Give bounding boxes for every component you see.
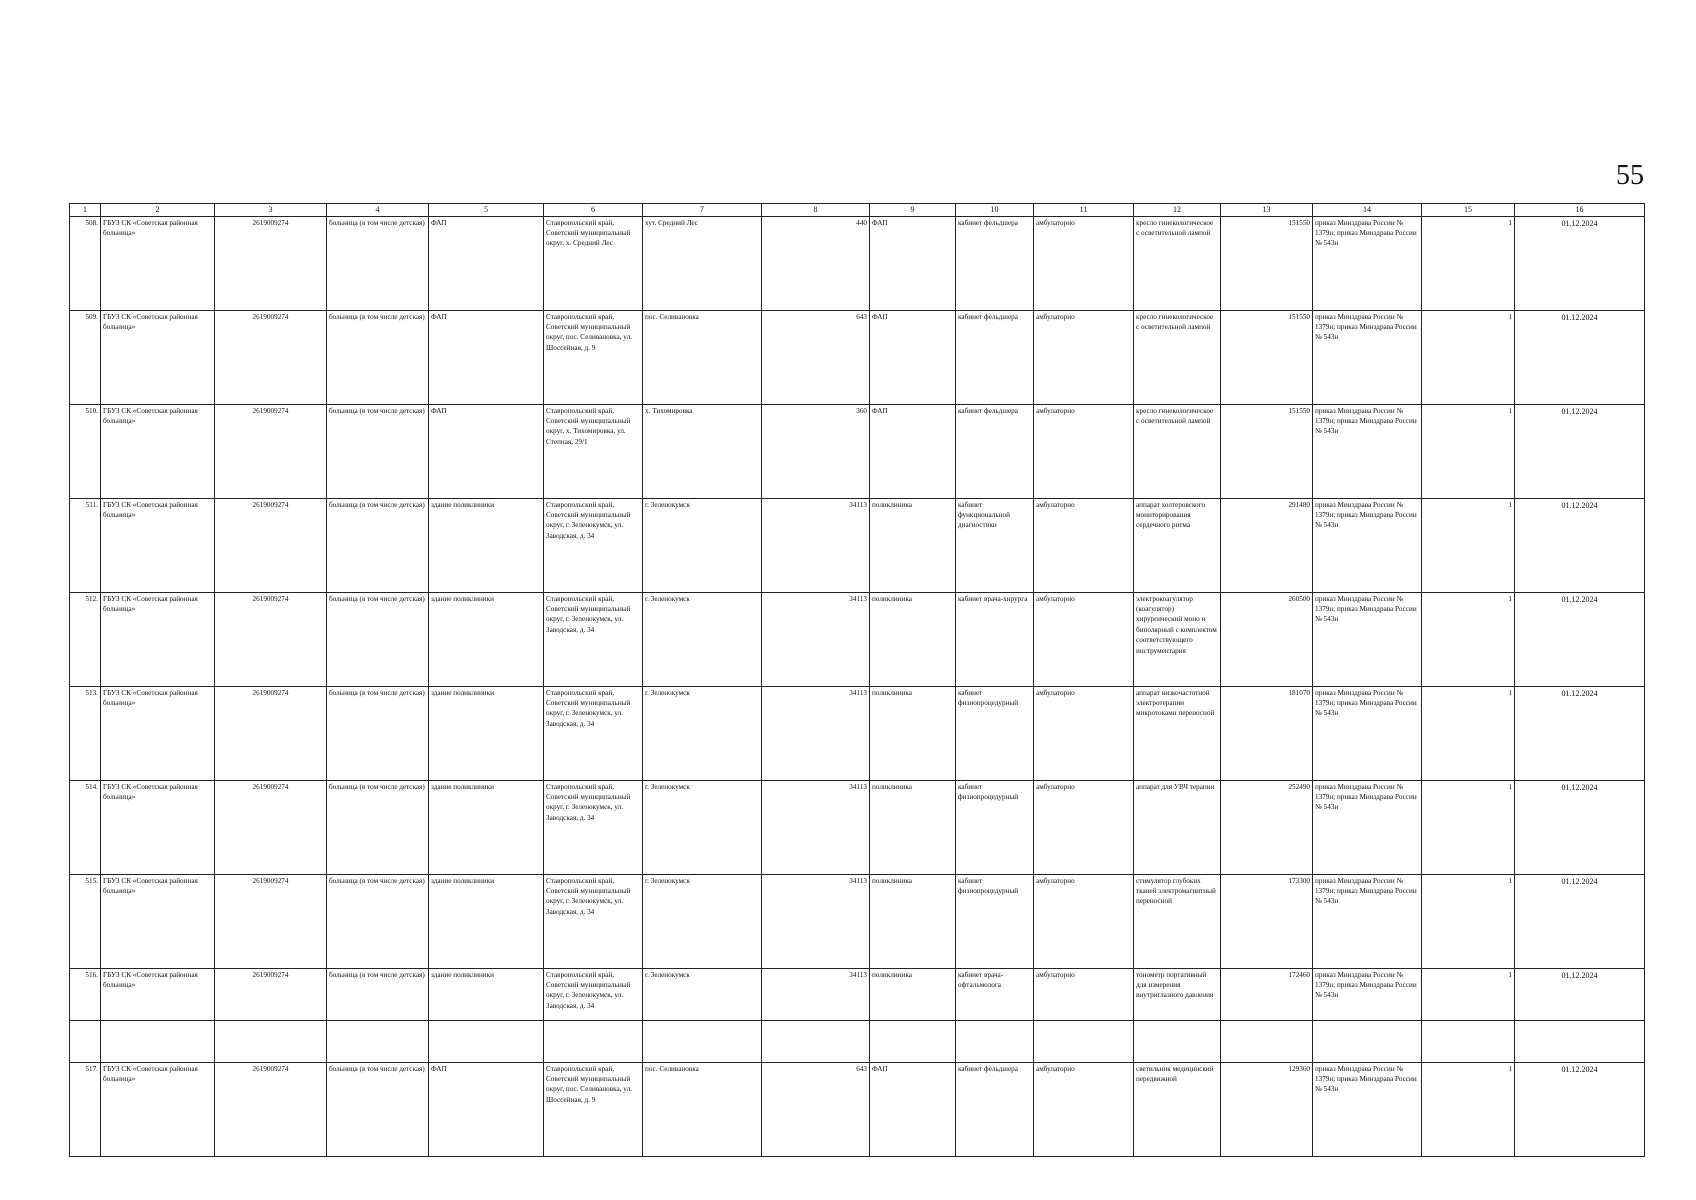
cell-room: кабинет физиопроцедурный (956, 874, 1034, 968)
cell-inn: 2619009274 (215, 310, 327, 404)
cell-quantity: 1 (1422, 310, 1515, 404)
cell-population: 34113 (762, 592, 870, 686)
cell-date: 01.12.2024 (1515, 874, 1645, 968)
cell-care-form: амбулаторно (1034, 1062, 1134, 1156)
table-row (70, 216, 1645, 310)
table-row (70, 686, 1645, 780)
cell-institution: ГБУЗ СК «Советская районная больница» (101, 874, 215, 968)
table-row (70, 780, 1645, 874)
cell-institution: ГБУЗ СК «Советская районная больница» (101, 498, 215, 592)
cell-price: 173300 (1221, 874, 1313, 968)
cell-date: 01.12.2024 (1515, 216, 1645, 310)
cell-order-basis: приказ Минздрава России № 1379н; приказ Минздрава России № 543н (1313, 874, 1422, 968)
cell-date: 01.12.2024 (1515, 404, 1645, 498)
cell-room: кабинет врача-хирурга (956, 592, 1034, 686)
cell-population: 360 (762, 404, 870, 498)
cell-row-number: 515. (70, 874, 101, 968)
cell-row-number: 511. (70, 498, 101, 592)
cell-order-basis: приказ Минздрава России № 1379н; приказ Минздрава России № 543н (1313, 310, 1422, 404)
table-row (70, 498, 1645, 592)
equipment-table (69, 203, 1645, 1157)
cell-date: 01.12.2024 (1515, 968, 1645, 1062)
cell-equipment: кресло гинекологическое с осветительной лампой (1134, 404, 1221, 498)
cell-population: 34113 (762, 498, 870, 592)
cell-equipment: аппарат низкочастотной электротерапии микротоками переносной (1134, 686, 1221, 780)
cell-unit: поликлиника (870, 686, 956, 780)
cell-equipment: кресло гинекологическое с осветительной лампой (1134, 216, 1221, 310)
cell-care-form: амбулаторно (1034, 310, 1134, 404)
cell-quantity: 1 (1422, 1062, 1515, 1156)
cell-unit: поликлиника (870, 780, 956, 874)
cell-population: 643 (762, 1062, 870, 1156)
cell-quantity: 1 (1422, 592, 1515, 686)
cell-order-basis: приказ Минздрава России № 1379н; приказ Минздрава России № 543н (1313, 780, 1422, 874)
table-row (70, 404, 1645, 498)
table-row (70, 592, 1645, 686)
cell-population: 34113 (762, 874, 870, 968)
cell-inn: 2619009274 (215, 780, 327, 874)
cell-equipment: стимулятор глубоких тканей электромагнитный переносной (1134, 874, 1221, 968)
cell-equipment: аппарат холтеровского мониторирования сердечного ритма (1134, 498, 1221, 592)
cell-population: 643 (762, 310, 870, 404)
cell-care-form: амбулаторно (1034, 216, 1134, 310)
cell-quantity: 1 (1422, 780, 1515, 874)
cell-unit: поликлиника (870, 498, 956, 592)
cell-order-basis: приказ Минздрава России № 1379н; приказ Минздрава России № 543н (1313, 592, 1422, 686)
column-number: 15 (1422, 204, 1515, 217)
cell-price: 291480 (1221, 498, 1313, 592)
cell-address: Ставропольский край, Советский муниципальный округ, пос. Селивановка, ул. Шоссейная, д. 9 (544, 1062, 643, 1156)
cell-room: кабинет физиопроцедурный (956, 780, 1034, 874)
column-number: 2 (101, 204, 215, 217)
cell-unit: ФАП (870, 1062, 956, 1156)
cell-address: Ставропольский край, Советский муниципальный округ, г. Зеленокумск, ул. Заводская, д. 34 (544, 592, 643, 686)
cell-population: 440 (762, 216, 870, 310)
cell-building: ФАП (429, 1062, 544, 1156)
cell-room: кабинет функциональной диагностики (956, 498, 1034, 592)
table-row (70, 1062, 1645, 1156)
cell-inn: 2619009274 (215, 592, 327, 686)
cell-date: 01.12.2024 (1515, 1062, 1645, 1156)
column-number-row (70, 204, 1645, 217)
cell-price: 252490 (1221, 780, 1313, 874)
cell-address: Ставропольский край, Советский муниципальный округ, г. Зеленокумск, ул. Заводская, д. 34 (544, 498, 643, 592)
cell-unit: поликлиника (870, 874, 956, 968)
cell-equipment: кресло гинекологическое с осветительной лампой (1134, 310, 1221, 404)
column-number: 16 (1515, 204, 1645, 217)
cell-institution-type: больница (в том числе детская) (327, 216, 429, 310)
cell-institution-type: больница (в том числе детская) (327, 780, 429, 874)
cell-date: 01.12.2024 (1515, 310, 1645, 404)
column-number: 14 (1313, 204, 1422, 217)
cell-settlement: хут. Средний Лес (643, 216, 762, 310)
cell-settlement: г. Зеленокумск (643, 592, 762, 686)
table-body (70, 216, 1645, 1156)
column-number: 4 (327, 204, 429, 217)
cell-settlement: г. Зеленокумск (643, 780, 762, 874)
cell-inn: 2619009274 (215, 498, 327, 592)
cell-care-form: амбулаторно (1034, 592, 1134, 686)
cell-settlement: пос. Селивановка (643, 1062, 762, 1156)
cell-institution: ГБУЗ СК «Советская районная больница» (101, 780, 215, 874)
cell-institution: ГБУЗ СК «Советская районная больница» (101, 592, 215, 686)
cell-price: 172460 (1221, 968, 1313, 1062)
cell-care-form: амбулаторно (1034, 686, 1134, 780)
cell-settlement: г. Зеленокумск (643, 498, 762, 592)
cell-row-number: 516. (70, 968, 101, 1062)
cell-price: 151550 (1221, 310, 1313, 404)
cell-row-number: 508. (70, 216, 101, 310)
cell-unit: поликлиника (870, 968, 956, 1062)
cell-equipment: электрокоагулятор (коагулятор) хирургический моно и биполярный с комплектом соответствующего инструментария (1134, 592, 1221, 686)
cell-building: ФАП (429, 310, 544, 404)
cell-order-basis: приказ Минздрава России № 1379н; приказ Минздрава России № 543н (1313, 1062, 1422, 1156)
cell-population: 34113 (762, 968, 870, 1062)
cell-population: 34113 (762, 780, 870, 874)
cell-settlement: г. Зеленокумск (643, 874, 762, 968)
cell-address: Ставропольский край, Советский муниципальный округ, г. Зеленокумск, ул. Заводская, д. 34 (544, 874, 643, 968)
column-number: 11 (1034, 204, 1134, 217)
cell-care-form: амбулаторно (1034, 968, 1134, 1062)
cell-row-number: 512. (70, 592, 101, 686)
cell-care-form: амбулаторно (1034, 780, 1134, 874)
cell-address: Ставропольский край, Советский муниципальный округ, г. Зеленокумск, ул. Заводская, д. 34 (544, 780, 643, 874)
cell-unit: ФАП (870, 216, 956, 310)
cell-institution-type: больница (в том числе детская) (327, 404, 429, 498)
cell-price: 129360 (1221, 1062, 1313, 1156)
cell-order-basis: приказ Минздрава России № 1379н; приказ Минздрава России № 543н (1313, 686, 1422, 780)
cell-room: кабинет врача-офтальмолога (956, 968, 1034, 1062)
cell-institution-type: больница (в том числе детская) (327, 310, 429, 404)
cell-address: Ставропольский край, Советский муниципальный округ, х. Средний Лес (544, 216, 643, 310)
cell-building: здание поликлиники (429, 780, 544, 874)
cell-price: 151550 (1221, 404, 1313, 498)
cell-institution-type: больница (в том числе детская) (327, 874, 429, 968)
cell-price: 151550 (1221, 216, 1313, 310)
column-number: 3 (215, 204, 327, 217)
table-bottom-border (69, 1020, 1644, 1021)
cell-building: здание поликлиники (429, 874, 544, 968)
cell-date: 01.12.2024 (1515, 780, 1645, 874)
cell-room: кабинет физиопроцедурный (956, 686, 1034, 780)
cell-date: 01.12.2024 (1515, 592, 1645, 686)
column-number: 13 (1221, 204, 1313, 217)
cell-row-number: 509. (70, 310, 101, 404)
column-number: 5 (429, 204, 544, 217)
cell-institution-type: больница (в том числе детская) (327, 498, 429, 592)
cell-institution-type: больница (в том числе детская) (327, 968, 429, 1062)
cell-settlement: х. Тихомировка (643, 404, 762, 498)
cell-room: кабинет фельдшера (956, 404, 1034, 498)
column-number: 12 (1134, 204, 1221, 217)
column-number: 8 (762, 204, 870, 217)
cell-institution-type: больница (в том числе детская) (327, 686, 429, 780)
column-number: 10 (956, 204, 1034, 217)
cell-building: ФАП (429, 404, 544, 498)
cell-inn: 2619009274 (215, 216, 327, 310)
cell-settlement: г. Зеленокумск (643, 686, 762, 780)
cell-order-basis: приказ Минздрава России № 1379н; приказ Минздрава России № 543н (1313, 404, 1422, 498)
cell-institution: ГБУЗ СК «Советская районная больница» (101, 968, 215, 1062)
cell-address: Ставропольский край, Советский муниципальный округ, пос. Селивановка, ул. Шоссейная, д. 9 (544, 310, 643, 404)
cell-settlement: пос. Селивановка (643, 310, 762, 404)
cell-date: 01.12.2024 (1515, 686, 1645, 780)
cell-equipment: аппарат для УВЧ терапии (1134, 780, 1221, 874)
cell-quantity: 1 (1422, 686, 1515, 780)
cell-quantity: 1 (1422, 968, 1515, 1062)
table-row (70, 310, 1645, 404)
cell-institution: ГБУЗ СК «Советская районная больница» (101, 686, 215, 780)
cell-quantity: 1 (1422, 874, 1515, 968)
cell-order-basis: приказ Минздрава России № 1379н; приказ Минздрава России № 543н (1313, 216, 1422, 310)
cell-building: ФАП (429, 216, 544, 310)
cell-row-number: 514. (70, 780, 101, 874)
cell-inn: 2619009274 (215, 874, 327, 968)
cell-unit: ФАП (870, 404, 956, 498)
cell-order-basis: приказ Минздрава России № 1379н; приказ Минздрава России № 543н (1313, 498, 1422, 592)
cell-address: Ставропольский край, Советский муниципальный округ, г. Зеленокумск, ул. Заводская, д. 34 (544, 686, 643, 780)
cell-quantity: 1 (1422, 404, 1515, 498)
cell-care-form: амбулаторно (1034, 874, 1134, 968)
cell-building: здание поликлиники (429, 592, 544, 686)
column-number: 9 (870, 204, 956, 217)
cell-institution: ГБУЗ СК «Советская районная больница» (101, 216, 215, 310)
table-row (70, 874, 1645, 968)
cell-inn: 2619009274 (215, 968, 327, 1062)
cell-room: кабинет фельдшера (956, 1062, 1034, 1156)
cell-building: здание поликлиники (429, 686, 544, 780)
cell-room: кабинет фельдшера (956, 216, 1034, 310)
cell-address: Ставропольский край, Советский муниципальный округ, х. Тихомировка, ул. Степная, 29/1 (544, 404, 643, 498)
cell-row-number: 513. (70, 686, 101, 780)
cell-equipment: тонометр портативный для измерения внутриглазного давления (1134, 968, 1221, 1062)
cell-equipment: светильник медицинский передвижной (1134, 1062, 1221, 1156)
cell-inn: 2619009274 (215, 1062, 327, 1156)
cell-address: Ставропольский край, Советский муниципальный округ, г. Зеленокумск, ул. Заводская, д. 34 (544, 968, 643, 1062)
cell-settlement: г. Зеленокумск (643, 968, 762, 1062)
cell-institution-type: больница (в том числе детская) (327, 1062, 429, 1156)
page-number: 55 (1616, 160, 1644, 191)
cell-inn: 2619009274 (215, 404, 327, 498)
cell-care-form: амбулаторно (1034, 498, 1134, 592)
cell-care-form: амбулаторно (1034, 404, 1134, 498)
column-number: 1 (70, 204, 101, 217)
cell-institution-type: больница (в том числе детская) (327, 592, 429, 686)
cell-institution: ГБУЗ СК «Советская районная больница» (101, 1062, 215, 1156)
cell-building: здание поликлиники (429, 968, 544, 1062)
cell-institution: ГБУЗ СК «Советская районная больница» (101, 310, 215, 404)
table-row (70, 968, 1645, 1062)
cell-institution: ГБУЗ СК «Советская районная больница» (101, 404, 215, 498)
cell-order-basis: приказ Минздрава России № 1379н; приказ Минздрава России № 543н (1313, 968, 1422, 1062)
cell-unit: ФАП (870, 310, 956, 404)
cell-row-number: 517. (70, 1062, 101, 1156)
cell-quantity: 1 (1422, 498, 1515, 592)
cell-row-number: 510. (70, 404, 101, 498)
column-number: 7 (643, 204, 762, 217)
cell-unit: поликлиника (870, 592, 956, 686)
cell-date: 01.12.2024 (1515, 498, 1645, 592)
cell-room: кабинет фельдшера (956, 310, 1034, 404)
cell-inn: 2619009274 (215, 686, 327, 780)
cell-price: 181070 (1221, 686, 1313, 780)
column-number: 6 (544, 204, 643, 217)
cell-building: здание поликлиники (429, 498, 544, 592)
cell-population: 34113 (762, 686, 870, 780)
cell-quantity: 1 (1422, 216, 1515, 310)
cell-price: 260500 (1221, 592, 1313, 686)
